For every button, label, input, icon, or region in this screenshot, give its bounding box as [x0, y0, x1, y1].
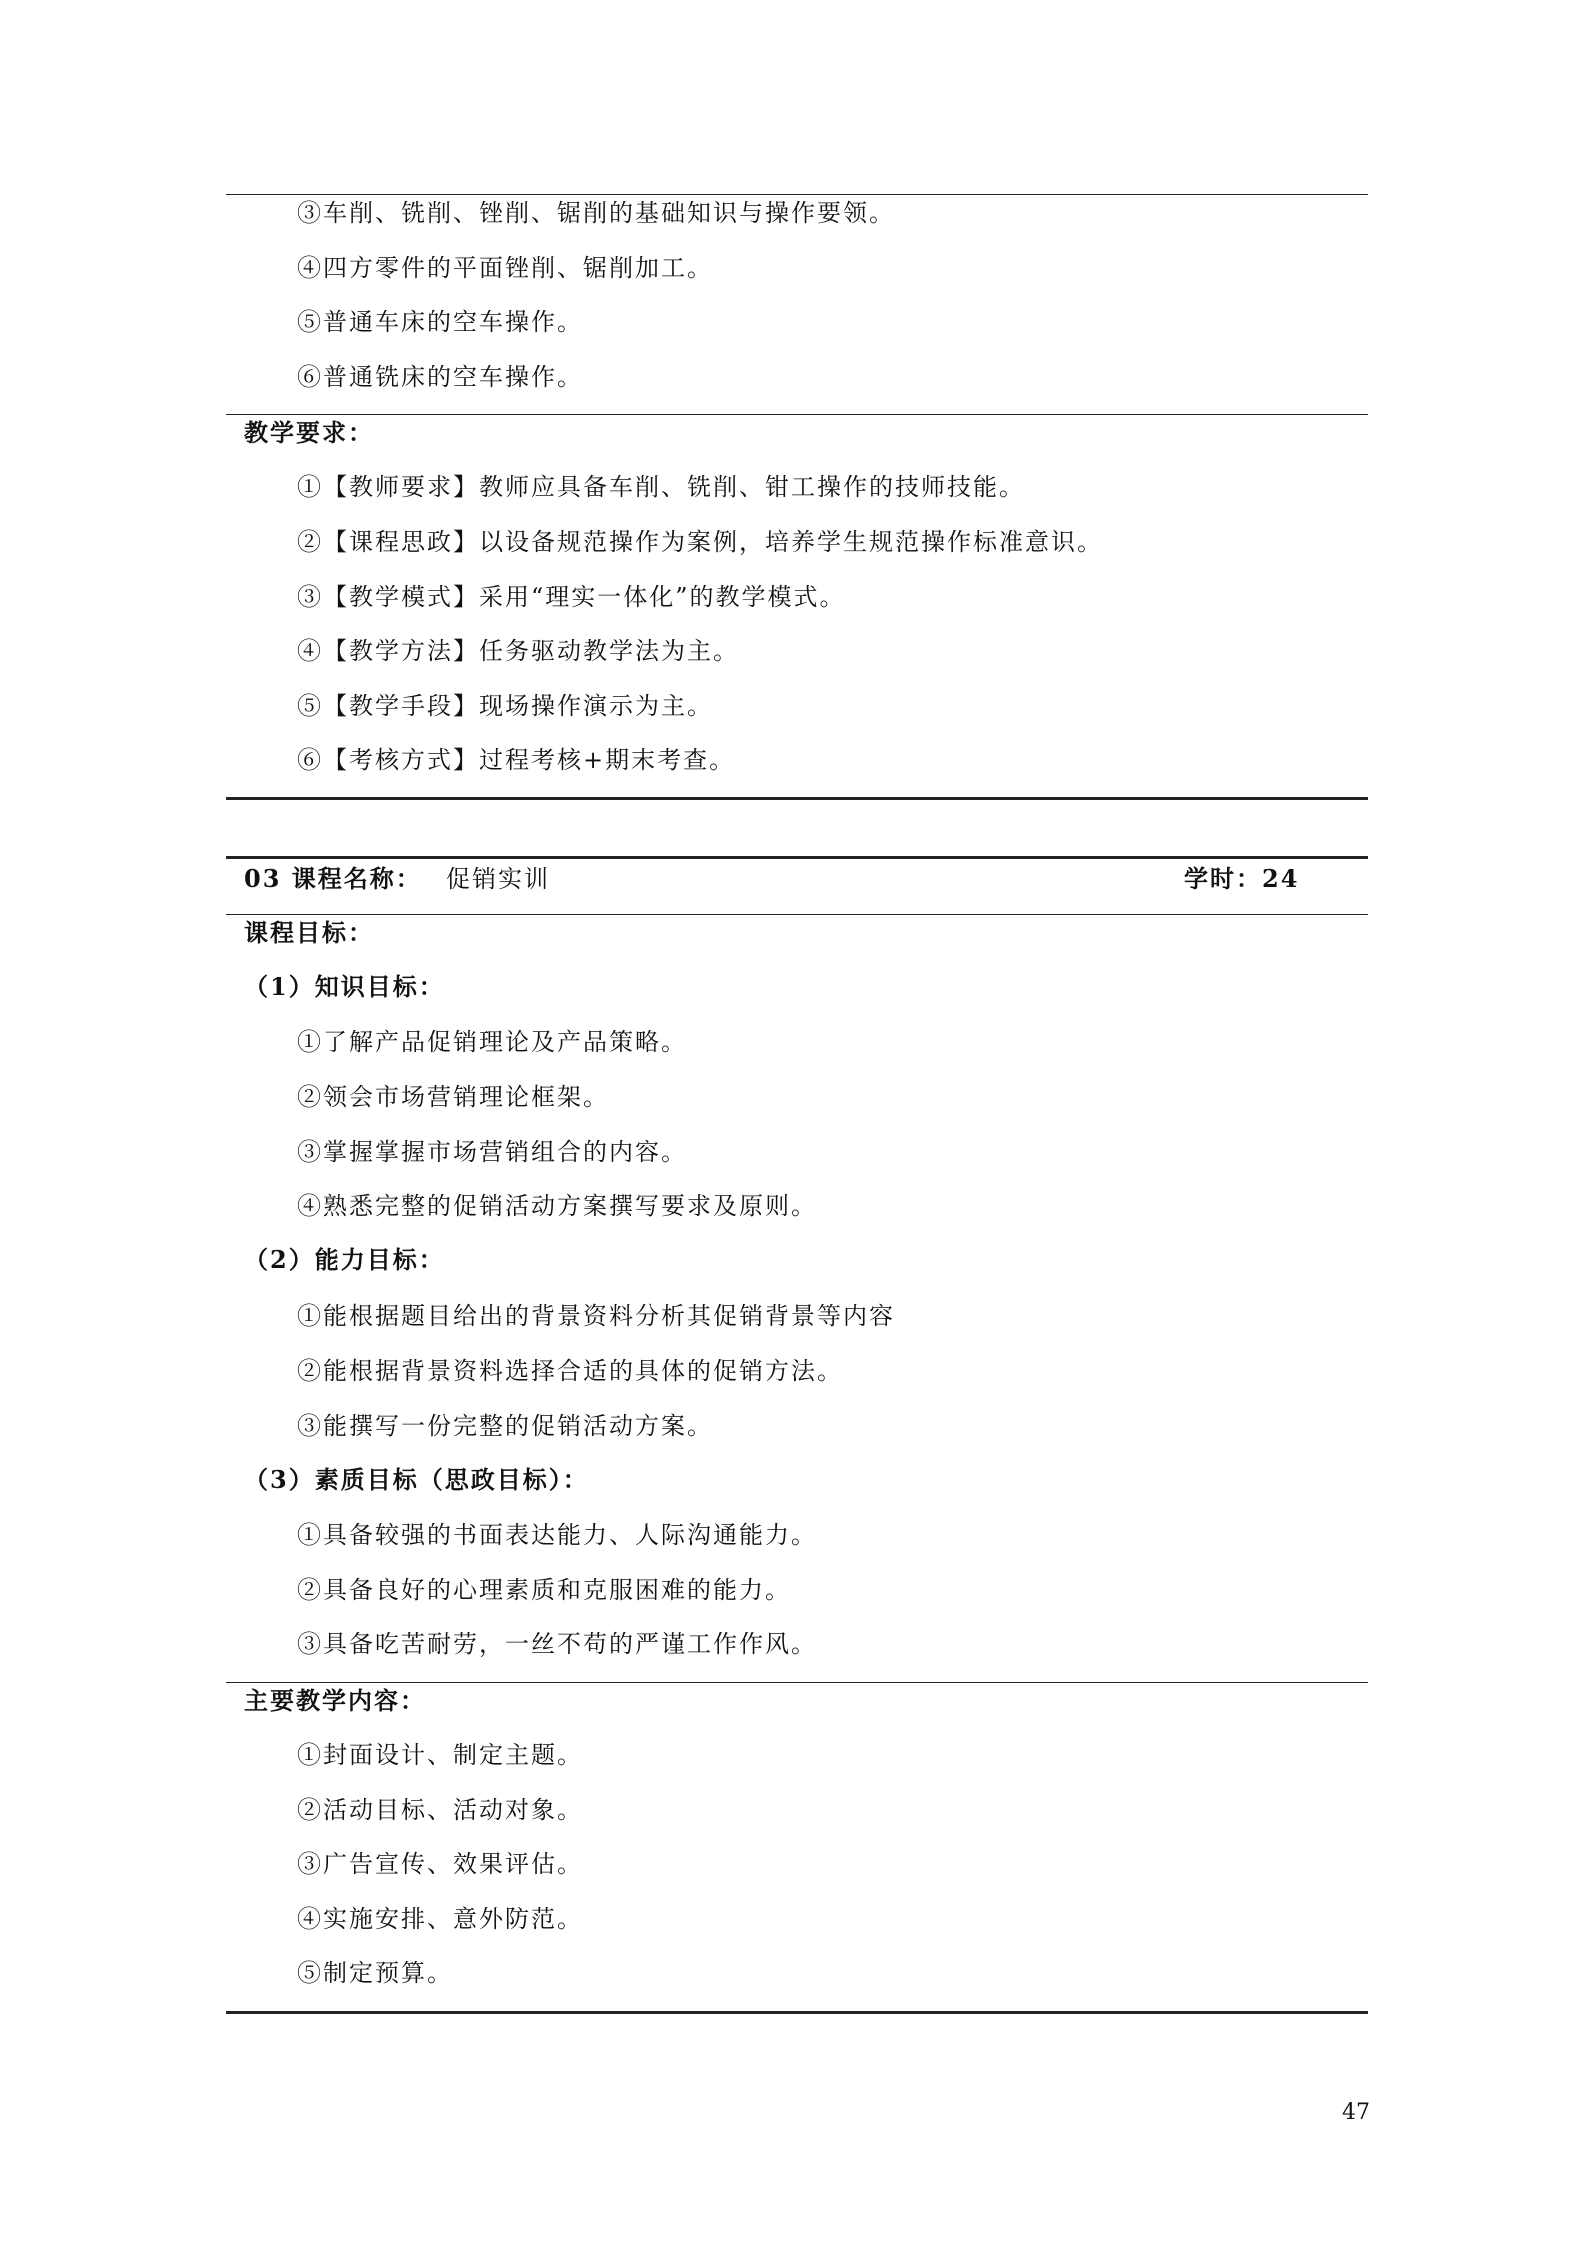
table-top-rule [226, 194, 1368, 195]
course-bottom-rule [226, 2011, 1368, 2014]
content-item: ⑥普通铣床的空车操作。 [297, 363, 583, 391]
page-number: 47 [1342, 2100, 1370, 2125]
requirement-item: ②【课程思政】以设备规范操作为案例，培养学生规范操作标准意识。 [297, 528, 1103, 556]
section-divider [226, 1682, 1368, 1683]
knowledge-item: ③掌握掌握市场营销组合的内容。 [297, 1138, 687, 1166]
ability-item: ①能根据题目给出的背景资料分析其促销背景等内容 [297, 1302, 895, 1330]
knowledge-heading: （1）知识目标： [244, 972, 445, 1001]
table-bottom-rule [226, 797, 1368, 800]
course-header-divider [226, 914, 1368, 915]
course-header-row [244, 864, 1324, 896]
quality-heading: （3）素质目标（思政目标）： [244, 1465, 589, 1494]
teaching-content-item: ②活动目标、活动对象。 [297, 1796, 583, 1824]
content-item: ④四方零件的平面锉削、锯削加工。 [297, 254, 713, 282]
teaching-content-item: ③广告宣传、效果评估。 [297, 1850, 583, 1878]
requirement-item: ③【教学模式】采用“理实一体化”的教学模式。 [297, 583, 846, 611]
ability-item: ②能根据背景资料选择合适的具体的促销方法。 [297, 1357, 843, 1385]
quality-item: ①具备较强的书面表达能力、人际沟通能力。 [297, 1521, 817, 1549]
teaching-content-item: ①封面设计、制定主题。 [297, 1741, 583, 1769]
teaching-content-item: ④实施安排、意外防范。 [297, 1905, 583, 1933]
knowledge-item: ①了解产品促销理论及产品策略。 [297, 1028, 687, 1056]
requirement-item: ④【教学方法】任务驱动教学法为主。 [297, 637, 739, 665]
content-item: ③车削、铣削、锉削、锯削的基础知识与操作要领。 [297, 199, 895, 227]
requirement-item: ⑤【教学手段】现场操作演示为主。 [297, 692, 713, 720]
ability-heading: （2）能力目标： [244, 1245, 445, 1274]
requirement-item: ⑥【考核方式】过程考核+期末考查。 [297, 746, 736, 774]
content-heading: 主要教学内容： [244, 1686, 426, 1715]
knowledge-item: ④熟悉完整的促销活动方案撰写要求及原则。 [297, 1192, 817, 1220]
content-item: ⑤普通车床的空车操作。 [297, 308, 583, 336]
section-divider [226, 414, 1368, 415]
course-top-rule [226, 856, 1368, 859]
teaching-content-item: ⑤制定预算。 [297, 1959, 453, 1987]
quality-item: ②具备良好的心理素质和克服困难的能力。 [297, 1576, 791, 1604]
course-code-label: 03 课程名称： [244, 864, 422, 893]
requirement-item: ①【教师要求】教师应具备车削、铣削、钳工操作的技师技能。 [297, 473, 1025, 501]
course-name: 促销实训 [446, 865, 550, 893]
course-hours: 学时：24 [1184, 864, 1300, 893]
requirements-heading: 教学要求： [244, 418, 374, 447]
quality-item: ③具备吃苦耐劳，一丝不苟的严谨工作作风。 [297, 1630, 817, 1658]
knowledge-item: ②领会市场营销理论框架。 [297, 1083, 609, 1111]
goals-heading: 课程目标： [244, 918, 374, 947]
ability-item: ③能撰写一份完整的促销活动方案。 [297, 1412, 713, 1440]
